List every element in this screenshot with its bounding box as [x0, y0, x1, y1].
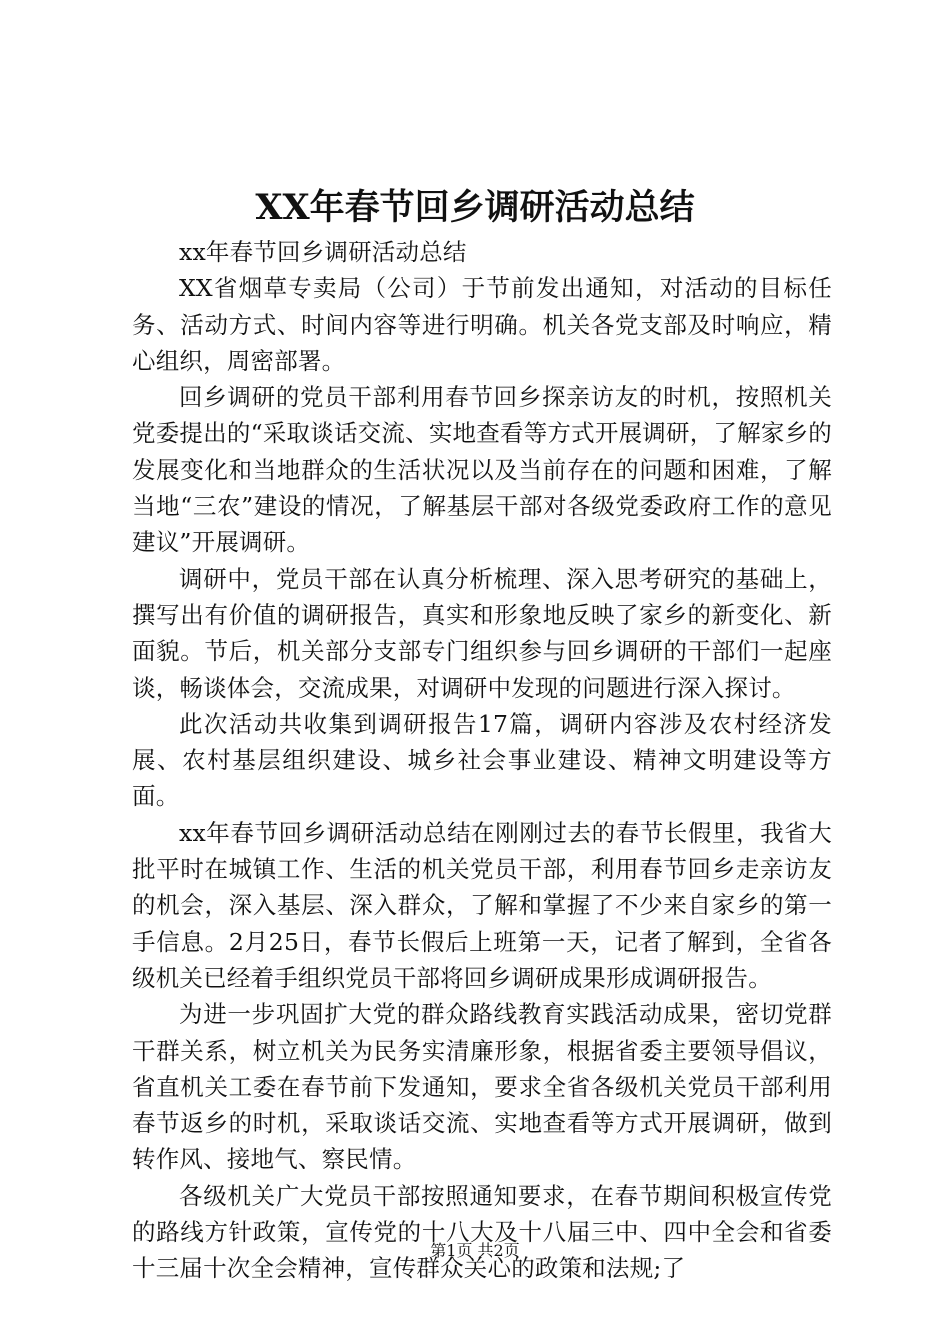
- paragraph: 为进一步巩固扩大党的群众路线教育实践活动成果，密切党群干群关系，树立机关为民务实清廉形象，根据省委主要领导倡议，省直机关工委在春节前下发通知，要求全省各级机关党员干部利用春节返乡的时机，采取谈话交流、实地查看等方式开展调研，做到转作风、接地气、察民情。: [132, 1000, 832, 1174]
- page-number-footer: 第1页 共2页: [430, 1241, 520, 1260]
- paragraph: 调研中，党员干部在认真分析梳理、深入思考研究的基础上，撰写出有价值的调研报告，真实和形象地反映了家乡的新变化、新面貌。节后，机关部分支部专门组织参与回乡调研的干部们一起座谈，畅谈体会，交流成果，对调研中发现的问题进行深入探讨。: [132, 564, 832, 702]
- document-title: XX年春节回乡调研活动总结: [255, 187, 695, 228]
- paragraph: 此次活动共收集到调研报告17篇，调研内容涉及农村经济发展、农村基层组织建设、城乡社会事业建设、精神文明建设等方面。: [132, 709, 832, 811]
- paragraph: XX省烟草专卖局（公司）于节前发出通知，对活动的目标任务、活动方式、时间内容等进行明确。机关各党支部及时响应，精心组织，周密部署。: [132, 274, 832, 375]
- paragraph: xx年春节回乡调研活动总结在刚刚过去的春节长假里，我省大批平时在城镇工作、生活的机关党员干部，利用春节回乡走亲访友的机会，深入基层、深入群众，了解和掌握了不少来自家乡的第一手信息。2月25日，春节长假后上班第一天，记者了解到，全省各级机关已经着手组织党员干部将回乡调研成果形成调研报告。: [132, 818, 832, 992]
- paragraph-subtitle: xx年春节回乡调研活动总结: [179, 238, 467, 266]
- paragraph: 各级机关广大党员干部按照通知要求，在春节期间积极宣传党的路线方针政策，宣传党的十八大及十八届三中、四中全会和省委十三届十次全会精神，宣传群众关心的政策和法规;了: [132, 1181, 832, 1283]
- paragraph: 回乡调研的党员干部利用春节回乡探亲访友的时机，按照机关党委提出的“采取谈话交流、实地查看等方式开展调研，了解家乡的发展变化和当地群众的生活状况以及当前存在的问题和困难，了解当地“三农”建设的情况，了解基层干部对各级党委政府工作的意见建议”开展调研。: [132, 383, 832, 557]
- document-body: [132, 234, 832, 1287]
